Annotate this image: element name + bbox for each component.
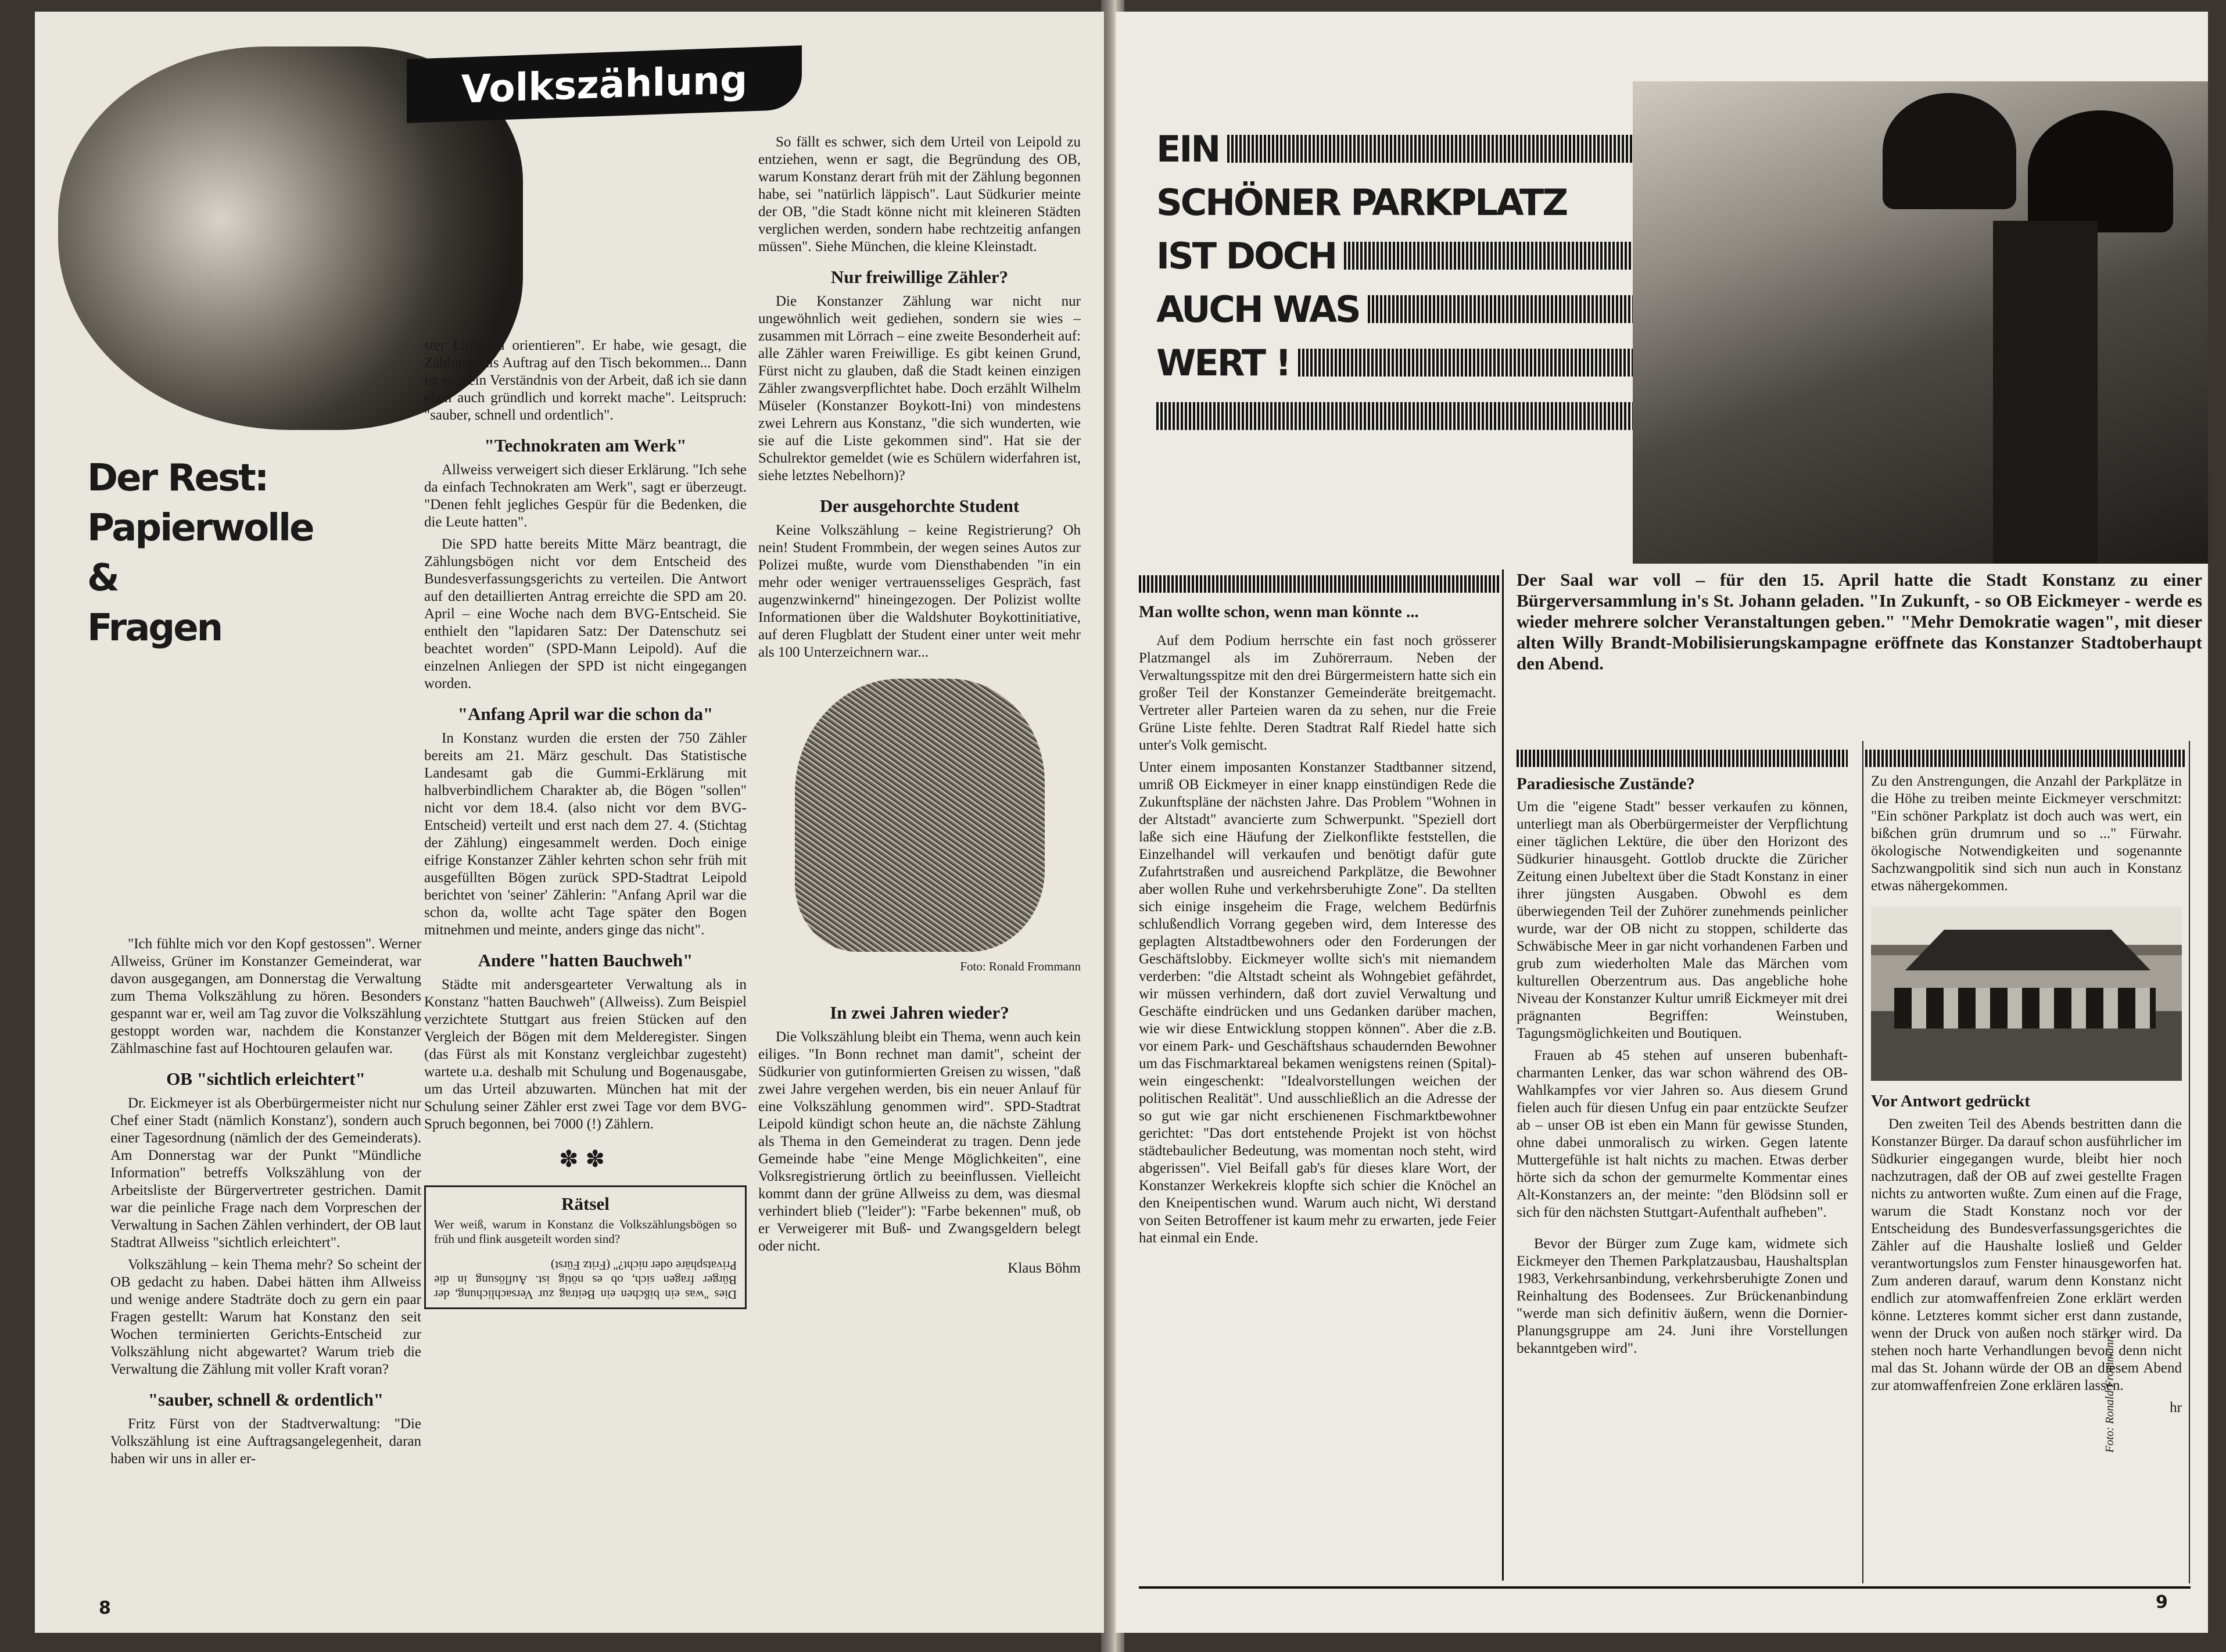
paragraph: Keine Volkszählung – keine Registrierung? Oh nein! Student Frommbein, der wegen seines Autos zur Polizei mußte, wurde vom Diensthabenden "in ein mehr oder weniger vertrauensseliges Gespräch, fast augenzwinkernd" hineingezogen. Der Polizist wollte Informationen über die Waldshuter Boykottinitiative, auf deren Flugblatt der Student einer unter weit mehr als 100 Unterzeichnern war... bbox=[758, 522, 1081, 660]
subheading: Der ausgehorchte Student bbox=[819, 496, 1020, 516]
article-column-3 bbox=[1871, 773, 2182, 1417]
parking-meter-head bbox=[2028, 110, 2173, 232]
subheading: Paradiesische Zustände? bbox=[1517, 775, 1695, 793]
page-number: 9 bbox=[2156, 1592, 2168, 1612]
subheading: Vor Antwort gedrückt bbox=[1871, 1092, 2030, 1110]
paragraph: Dr. Eickmeyer ist als Oberbürgermeister nicht nur Chef einer Stadt (nämlich Konstanz'), sondern auch einer Tagesordnung (nämlich der des Gemeinderats). Am Donnerstag war der Punkt "Mündliche Information" betreffs Volkszählung von der Arbeitsliste der Bürgervertreter gestrichen. Damit war die peinliche Frage nach dem Vorpreschen der Verwaltung in Sachen Zählen verhindert, der OB laut Stadtrat Allweiss "sichtlich erleichtert". bbox=[110, 1095, 421, 1250]
parking-meter-head bbox=[1883, 93, 2016, 209]
section-title: Volkszählung bbox=[461, 56, 748, 112]
paragraph: Auf dem Podium herrschte ein fast noch grösserer Platzmangel als im Zuhörerraum. Neben der Verwaltungsspitze mit den drei Bürgermeistern hatte sich ein großer Teil der Konstanzer Gemeinderäte breitgemacht. Vertreter aller Parteien waren da zu sehen, nur die Freie Grüne Liste fehlte. Deren Stadtrat Ralf Riedel hatte sich unter's Volk gemischt. bbox=[1139, 633, 1496, 753]
page-number: 8 bbox=[99, 1598, 111, 1618]
paragraph: Fritz Fürst von der Stadtverwaltung: "Die Volkszählung ist eine Auftragsangelegenheit, daran haben wir uns in aller er- bbox=[110, 1416, 421, 1467]
paragraph: Volkszählung – kein Thema mehr? So scheint der OB gedacht zu haben. Dabei hätten ihm Allweiss und wenige andere Stadträte doch zu gern ein paar Fragen gestellt: Warum hat Konstanz den seit Wochen terminierten Gerichts-Entscheid zur Volkszählung nicht abgewartet? Warum trieb die Verwaltung die Zählung mit voller Kraft voran? bbox=[110, 1257, 421, 1377]
left-page bbox=[35, 12, 1104, 1633]
article-column-2 bbox=[1517, 773, 1848, 1362]
paragraph: Allweiss verweigert sich dieser Erklärung. "Ich sehe da einfach Technokraten am Werk", sagt er überzeugt. "Denen fehlt jegliches Gespür für die Bedenken, die die Leute hatten". bbox=[424, 462, 747, 530]
raetsel-title: Rätsel bbox=[561, 1194, 610, 1214]
headline-line-2: SCHÖNER PARKPLATZ bbox=[1156, 181, 1567, 224]
headline-line-2: Papierwolle bbox=[87, 507, 313, 550]
subheading: In zwei Jahren wieder? bbox=[830, 1002, 1009, 1023]
building-photo bbox=[1871, 906, 2182, 1081]
raetsel-question: Wer weiß, warum in Konstanz die Volkszählungsbögen so früh und flink ausgeteilt worden sind? bbox=[434, 1217, 737, 1246]
subheading: "Technokraten am Werk" bbox=[484, 435, 687, 456]
paragraph: Die SPD hatte bereits Mitte März beantragt, die Zählungsbögen nicht vor dem Entscheid des Bundesverfassungsgerichts zu verteilen. Die Antwort auf den detaillierten Antrag erreichte die SPD am 20. April – eine Woche nach dem BVG-Entscheid. Sie enthielt den "lapidaren Satz: Der Datenschutz sei beachtet worden" (SPD-Mann Leipold). Auf die einzelnen Anliegen der SPD ist nicht eingegangen worden. bbox=[424, 536, 747, 691]
paragraph: Um die "eigene Stadt" besser verkaufen zu können, unterliegt man als Oberbürgermeister der Verpflichtung einer täglichen Lektüre, die über den Horizont des Südkurier hinausgeht. Gottlob druckte die Züricher Zeitung einen Jubeltext über die Stadt Konstanz in einer ihrer jüngsten Ausgaben. Obwohl es dem überwiegenden Teil der Zuhörer zunehmends peinlicher wurde, war der OB nicht zu stoppen, schilderte das Schwäbische Meer in gar nicht vorhandenen Farben und grub zum wiederholten Male das Märchen vom kulturellen Oberzentrum aus. Das angebliche hohe Niveau der Konstanzer Kultur umriß Eickmeyer mit drei prägnanten Begriffen: Weinstuben, Tagungsmöglichkeiten und Boutiquen. bbox=[1517, 799, 1848, 1041]
subheading: Nur freiwillige Zähler? bbox=[830, 267, 1009, 287]
lead-text bbox=[1517, 569, 2202, 674]
article-column-1 bbox=[1139, 599, 1496, 1252]
paragraph: Die Volkszählung bleibt ein Thema, wenn auch kein eiliges. "In Bonn rechnet man damit", scheint der Südkurier von gutinformierten Greisen zu wissen, "daß zwei Jahre vergehen werden, bis ein neuer Anlauf für eine Volkszählung genommen wird". SPD-Stadtrat Leipold kündigt schon heute an, die nächste Zählung als Thema in den Gemeinderat zu tragen. Denn jede Gemeinde habe "eine Menge Möglichkeiten", eine Volksregistrierung örtlich zu beeinflussen. Vielleicht kommt dann der grüne Allweiss zu dem, was diesmal verhindert blieb ("leider"): "Farbe bekennen" muß, ob er Verweigerer mit Buß- und Zwangsgeldern belegt oder nicht. bbox=[758, 1029, 1081, 1254]
headline-line-4: AUCH WAS bbox=[1156, 288, 1360, 331]
headline-line-3: & bbox=[87, 557, 118, 600]
paragraph: Die Konstanzer Zählung war nicht nur ungewöhnlich weit gediehen, sondern sie wies – zusammen mit Lörrach – eine zweite Besonderheit auf: alle Zähler waren Freiwillige. Es gibt keinen Grund, Fürst nicht zu glauben, daß die Stadt keinen einzigen Zähler zwangsverpflichtet habe. Doch erzählt Wilhelm Müseler (Konstanzer Boykott-Ini) von mindestens zwei Lehrern aus Konstanz, "die sich wunderten, wie sie auf die Liste gekommen sind". Hat sie der Schulrektor gemeldet (wie es Schülern widerfahren ist, siehe letztes Nebelhorn)? bbox=[758, 293, 1081, 483]
paragraph: In Konstanz wurden die ersten der 750 Zähler bereits am 21. März geschult. Das Statistische Landesamt gab die Gummi-Erklärung mit halbverbindlichem Charakter ab, die Bögen "sollen" nicht vor dem 18.4. (also nicht vor dem BVG-Entscheid) verteilt und erst nach dem 27. 4. (Stichtag der Zählung) eingesammelt werden. Doch einige eifrige Konstanzer Zähler kehrten schon sehr früh mit ausgefüllten Bögen zurück SPD-Stadtrat Leipold berichtet von 'seiner' Zählerin: "Anfang April war die schon da, wollte acht Tage später den Bogen mitnehmen und meinte, anders ginge das nicht". bbox=[424, 730, 747, 938]
article-column-2 bbox=[424, 337, 747, 1309]
subheading: "sauber, schnell & ordentlich" bbox=[148, 1389, 384, 1410]
raetsel-box bbox=[424, 1185, 747, 1309]
right-page bbox=[1116, 12, 2208, 1633]
section-bar bbox=[1517, 750, 1848, 767]
paragraph: Unter einem imposanten Konstanzer Stadtbanner sitzend, umriß OB Eickmeyer in einer knapp einstündigen Rede die Zukunftspläne der nächsten Jahre. Das Problem "Wohnen in der Altstadt" avancierte zum Schwerpunkt. "Speziell dort laße sich eine Häufung der Zielkonflikte feststellen, die Einzelhandel will verkaufen und benötigt dafür gute Zufahrtstraßen und ausreichend Parkplätze, die Bewohner aber wollen Ruhe und verkehrsberuhigte Zone". Da stellten sich einige insgeheim die Frage, welchem Bedürfnis schlußendlich Vorrang gegeben wird, dem Interesse des geplagten Altstadtbewohners oder den Forderungen der Geschäftslobby. Eickmeyer wollte sich's mit niemandem verderben: "die Altstadt scheint als Wohngebiet gefährdet, wir müssen verhindern, daß dort zuviel Verwaltung und Geschäfte eindrücken und uns Gedanken darüber machen, wie wir diese Entwicklung stoppen können". Aber die z.B. vor einem Park- und Geschäftshaus schaudernden Bewohner um das Fischmarktareal bekamen wenigstens reinen (Spital)-wein eingeschenkt: "Idealvorstellungen weichen der politischen Realität". Und ausschließlich an die Adresse der so gut wie gar nicht erschienenen Fischmarktbewohner gerichtet: "Das dort entstehende Projekt ist von höchst städtebaulicher Bedeutung, was momentan noch steht, wird abgerissen". Viel Beifall gab's für dieses klare Wort, der Konstanzer Werkekreis klopfte sich schier die Knöchel an den Kneipentischen wund. Warum auch nicht, Wi derstand von Seiten Betroffener ist kaum mehr zu erwarten, jede Feier hat einmal ein Ende. bbox=[1139, 759, 1496, 1246]
building-roof bbox=[1888, 930, 2167, 970]
author: hr bbox=[2170, 1400, 2182, 1416]
bottom-rule bbox=[1139, 1586, 2191, 1589]
raetsel-answer-upside-down: Dies "was ein bißchen ein Beitrag zur Versachlichung, der Bürger fragen sich, ob es nötig ist. Auflösung in die Privatsphäre oder nicht?" (Fritz Fürst) bbox=[434, 1259, 737, 1302]
subheading: "Anfang April war die schon da" bbox=[457, 704, 714, 724]
column-rule bbox=[1502, 569, 1504, 1581]
article-column-1 bbox=[110, 936, 421, 1472]
parking-meter-photo bbox=[1633, 81, 2208, 564]
paragraph: Zu den Anstrengungen, die Anzahl der Parkplätze in die Höhe zu treiben meinte Eickmeyer verschmitzt: "Ein schöner Parkplatz ist doch auch was wert, ein bißchen grün drumrum und so ..." Fürwahr. ökologische Notwendigkeiten und sogenannte Sachzwangpolitik sind sich nun auch in Konstanz etwas nähergekommen. bbox=[1871, 773, 2182, 894]
paragraph: ster Linie zu orientieren". Er habe, wie gesagt, die Zählung "als Auftrag auf den Tisch bekommen... Dann ist es mein Verständnis von der Arbeit, daß ich sie dann eben auch gründlich und korrekt mache". Leitspruch: "sauber, schnell und ordentlich". bbox=[424, 338, 747, 423]
paper-shreds-photo bbox=[795, 679, 1045, 952]
article-column-3 bbox=[758, 134, 1081, 1277]
headline-line-1: EIN bbox=[1156, 127, 1220, 170]
author: Klaus Böhm bbox=[1008, 1260, 1081, 1276]
subheading: OB "sichtlich erleichtert" bbox=[166, 1069, 365, 1089]
section-banner bbox=[407, 45, 802, 123]
subheading: Man wollte schon, wenn man könnte ... bbox=[1139, 603, 1419, 621]
headline-line-4: Fragen bbox=[87, 607, 222, 650]
building-windows bbox=[1894, 988, 2156, 1029]
headline-line-1: Der Rest: bbox=[87, 457, 268, 500]
headline-line-3: IST DOCH bbox=[1156, 234, 1336, 277]
headline-line-5: WERT ! bbox=[1156, 341, 1290, 384]
lead-paragraph: Der Saal war voll – für den 15. April hatte die Stadt Konstanz zu einer Bürgerversammlung in's St. Johann geladen. "In Zukunft, - so OB Eickmeyer - werde es wieder mehrere solcher Veranstaltungen geben." "Mehr Demokratie wagen", mit dieser alten Willy Brandt-Mobilisierungskampagne eröffnete das Konstanzer Stadtoberhaupt den Abend. bbox=[1517, 569, 2202, 673]
paragraph: Bevor der Bürger zum Zuge kam, widmete sich Eickmeyer den Themen Parkplatzausbau, Haushaltsplan 1983, Verkehrsanbindung, verkehrsberuhigte Zonen und Reinhaltung des Bodensees. Zur Brückenanbindung "werde man sich definitiv äußern, wenn die Dornier-Planungsgruppe am 24. Juni ihre Vorstellungen bekanntgeben wird". bbox=[1517, 1236, 1848, 1356]
paragraph: Den zweiten Teil des Abends bestritten dann die Konstanzer Bürger. Da darauf schon ausführlicher im Südkurier eingegangen wurde, bleibt hier noch nachzutragen, daß der OB auf zwei gestellte Fragen nichts zu antworten wußte. Zum einen auf die Frage, warum die Stadt Konstanz noch vor der Entscheidung des Bundesverfassungsgerichtes die Zähler auf die Haushalte losließ und Gelder verantwortungslos zum Fenster hinausgeworfen hat. Zum anderen darauf, warum denn Konstanz nicht endlich zur atomwaffenfreien Zone erklärt werden könne. Letzteres kommt sicher erst dann zustande, wenn der Druck von außen noch stärker wird. Da stehen noch harte Verhandlungen bevor, denn nicht mal das St. Johann würde der OB an diesem Abend zur atomwaffenfreien Zone erklären lassen. bbox=[1871, 1116, 2182, 1393]
parking-meter-post bbox=[1993, 221, 2098, 564]
side-photo-credit: Foto: Ronald Frommann bbox=[2103, 1336, 2116, 1453]
paragraph: Frauen ab 45 stehen auf unseren bubenhaft-charmanten Lenker, das war schon während des OB-Wahlkampfes vor vier Jahren so. Aus diesem Grund fielen auch für diesen Unfug ein paar entzückte Seufzer ab – unser OB ist eben ein Mann für gewisse Stunden, ohne dabei unmoralisch zu wirken. Gegen latente Muttergefühle ist halt nichts zu machen. Etwas derber hörte sich da schon der gemurmelte Kommentar eines Alt-Konstanzers an, der meinte: "den Blödsinn soll er sich für den nächsten Stuttgart-Aufenthalt aufheben". bbox=[1517, 1048, 1848, 1220]
paragraph: Städte mit andersgearteter Verwaltung als in Konstanz "hatten Bauchweh" (Allweiss). Zum Beispiel verzichtete Stuttgart aus freien Stücken auf den Vergleich der Bögen mit dem Melderegister. Singen (das Fürst als mit Konstanz vergleichbar zugesteht) wartete u.a. deshalb mit Schulung und Bogenausgabe, um das Urteil abzuwarten. München hat mit der Schulung seiner Zähler erst zwei Tage vor dem BVG-Spruch begonnen, bei 7000 (!) Zählern. bbox=[424, 977, 747, 1132]
headline bbox=[87, 453, 378, 653]
paragraph: "Ich fühlte mich vor den Kopf gestossen". Werner Allweiss, Grüner im Konstanzer Gemeinderat, war davon ausgegangen, am Donnerstag die Verwaltung zum Thema Volkszählung zu hören. Besonders gespannt war er, weil am Tag zuvor die Volkszählung gestoppt worden war, nachdem die Konstanzer Zählmaschine fast auf Hochtouren gelaufen war. bbox=[110, 936, 421, 1056]
separator-stars: ✽✽ bbox=[558, 1146, 612, 1172]
subheading: Andere "hatten Bauchweh" bbox=[478, 950, 693, 970]
paragraph: So fällt es schwer, sich dem Urteil von Leipold zu entziehen, wenn er sagt, die Begründung des OB, warum Konstanz derart früh mit der Zählung begonnen habe, sei "natürlich läppisch". Laut Südkurier meinte der OB, "die Stadt könne nicht mit kleineren Städten verglichen werden, sondern habe rechtzeitig anfangen müssen". Siehe München, die kleine Kleinstadt. bbox=[758, 134, 1081, 255]
photo-credit: Foto: Ronald Frommann bbox=[960, 959, 1081, 973]
section-bar bbox=[1139, 575, 1499, 593]
